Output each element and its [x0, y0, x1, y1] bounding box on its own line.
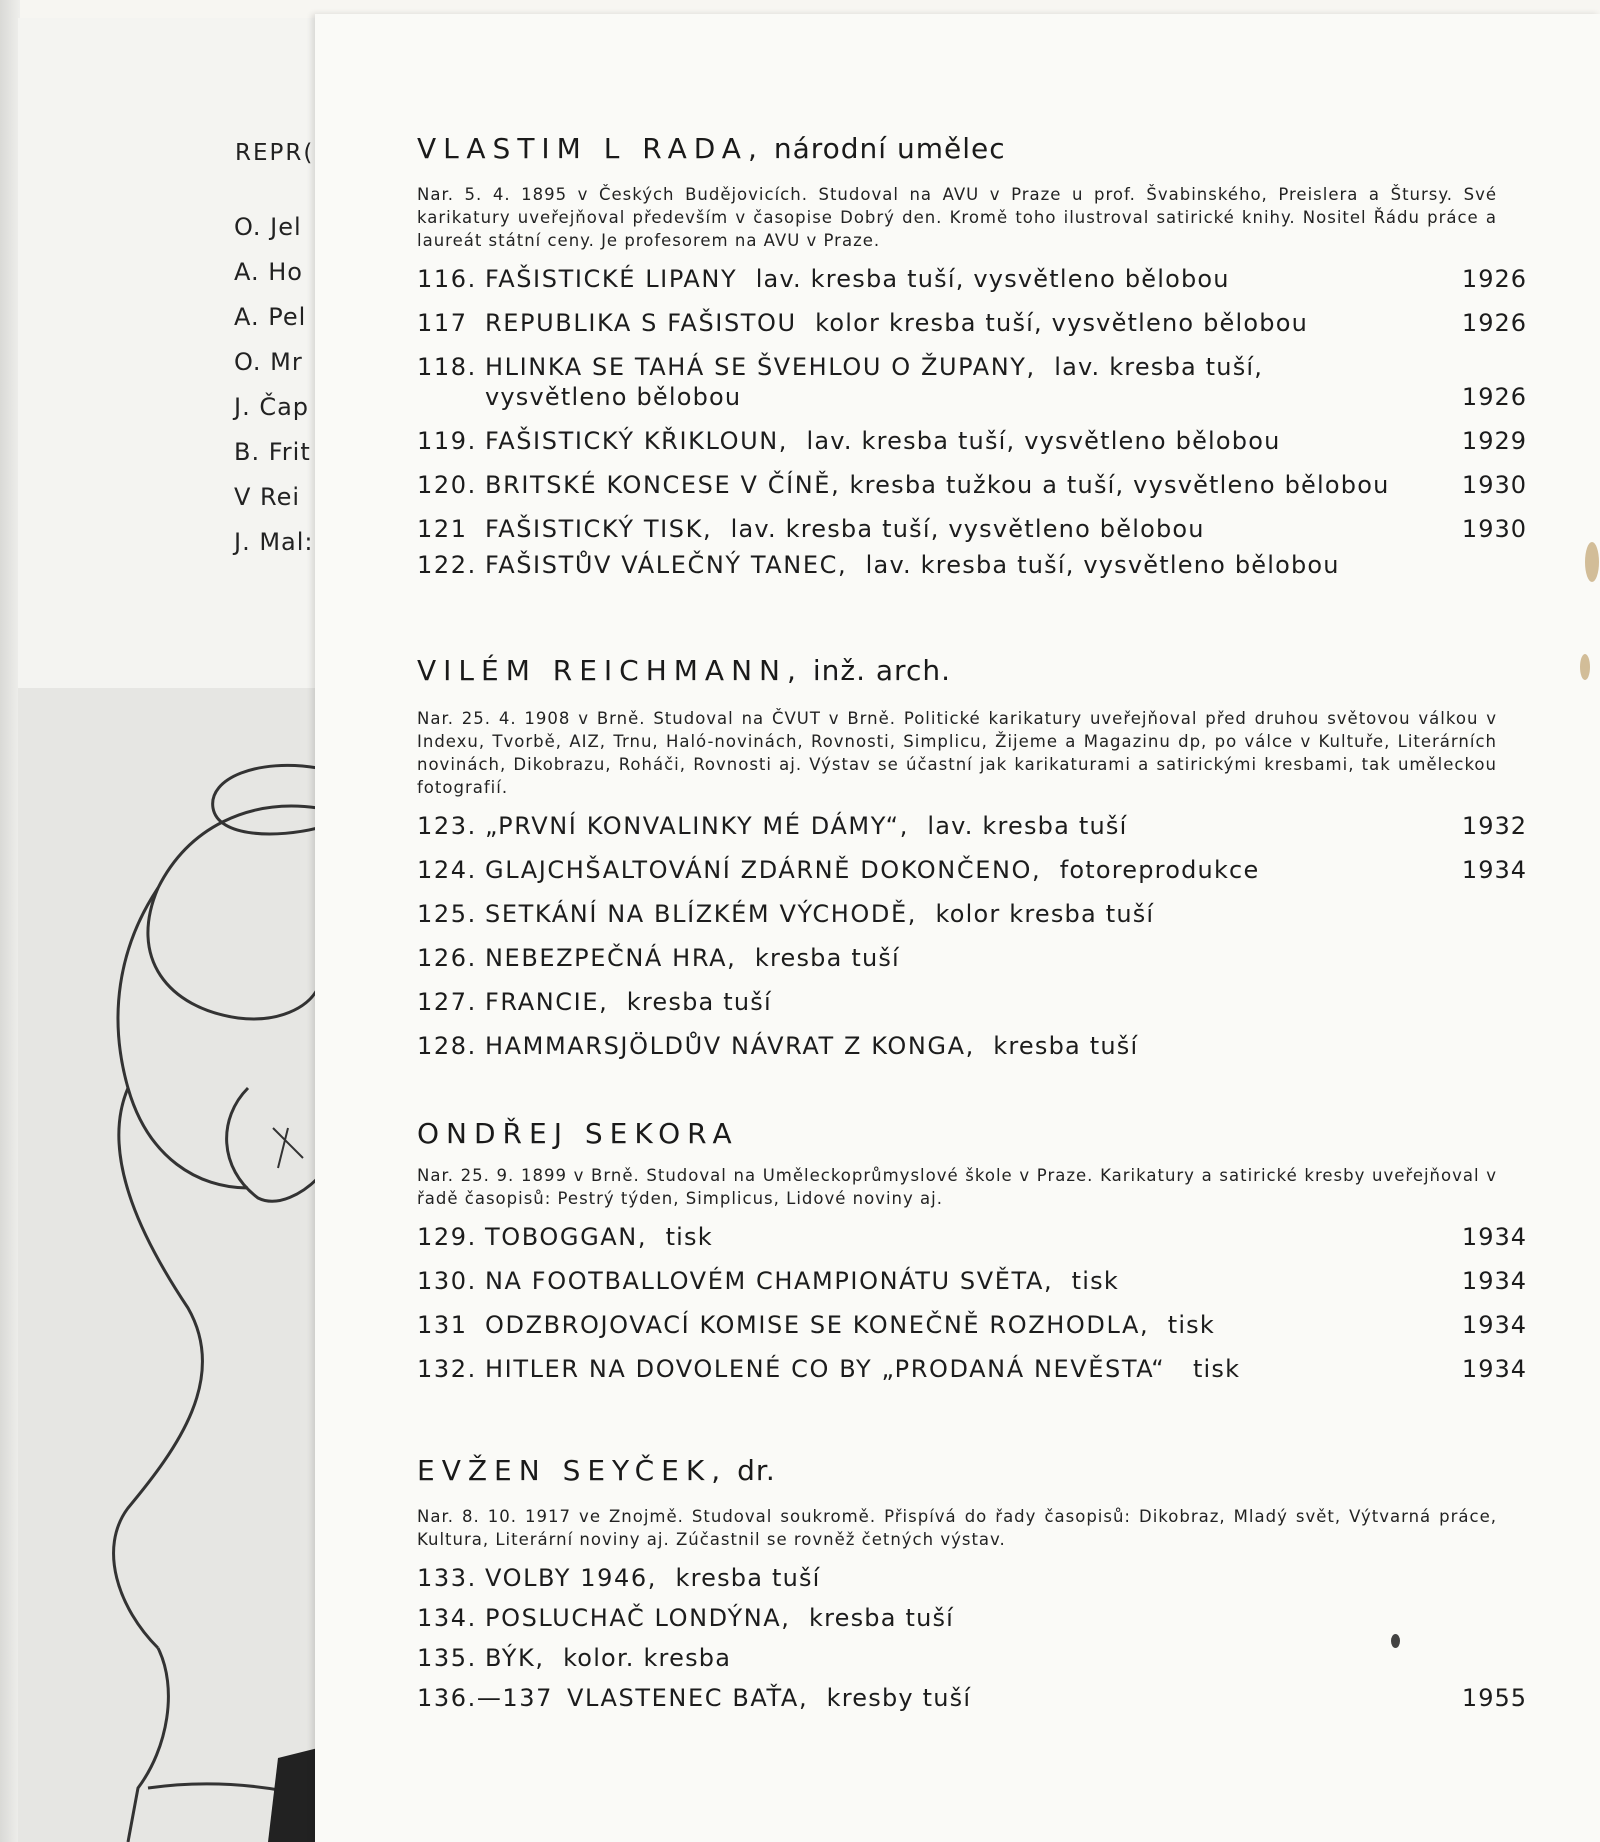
artwork-year: 1926 — [1461, 309, 1527, 337]
catalogue-number: 123. — [417, 812, 477, 840]
artwork-year: 1932 — [1461, 812, 1527, 840]
artist-section-rada — [417, 132, 1600, 580]
artwork-technique: tisk — [1192, 1355, 1241, 1383]
underlying-name: A. Pel — [234, 303, 307, 331]
artwork-technique: tisk — [1071, 1267, 1119, 1295]
artwork-year: 1934 — [1461, 1311, 1527, 1339]
artwork-title: FAŠISTŮV VÁLEČNÝ TANEC, — [485, 551, 848, 579]
catalogue-number: 129. — [417, 1223, 477, 1251]
catalogue-number: 133. — [417, 1564, 477, 1592]
artwork-entry — [417, 352, 1527, 412]
artwork-title: „PRVNÍ KONVALINKY MÉ DÁMY“, — [485, 812, 909, 840]
artwork-title: HLINKA SE TAHÁ SE ŠVEHLOU O ŽUPANY, — [485, 353, 1036, 381]
artwork-list — [417, 264, 1600, 580]
line-drawing-illustration — [18, 688, 318, 1842]
artwork-title: FRANCIE, — [485, 988, 609, 1016]
catalogue-number: 135. — [417, 1644, 477, 1672]
artwork-technique: lav. kresba tuší, vysvětleno bělobou — [865, 551, 1340, 579]
artwork-entry — [417, 308, 1527, 338]
artist-biography: Nar. 5. 4. 1895 v Českých Budějovicích. Studoval na AVU v Praze u prof. Švabinského, Preislera a Štursy. Své karikatury uveřejňoval především v časopise Dobrý den. Kromě toho ilustroval satirické knihy. Nositel Řádu práce a laureát státní ceny. Je profesorem na AVU v Praze. — [417, 185, 1497, 250]
catalogue-number: 119. — [417, 427, 477, 455]
artwork-title: VLASTENEC BAŤA, — [567, 1684, 809, 1712]
catalogue-number: 136.—137 — [417, 1684, 554, 1712]
underlying-name: O. Jel — [234, 213, 302, 241]
artwork-title: TOBOGGAN, — [485, 1223, 648, 1251]
catalogue-number: 117 — [417, 309, 468, 337]
underlying-name: A. Ho — [234, 258, 303, 286]
artist-title: dr. — [737, 1454, 776, 1487]
artwork-entry — [417, 855, 1527, 885]
artwork-title: FAŠISTICKÝ KŘIKLOUN, — [485, 427, 789, 455]
artist-name: EVŽEN SEYČEK, — [417, 1454, 728, 1487]
artist-title: národní umělec — [773, 132, 1006, 165]
artwork-title: REPUBLIKA S FAŠISTOU — [485, 309, 797, 337]
artwork-title: ODZBROJOVACÍ KOMISE SE KONEČNĚ ROZHODLA, — [485, 1311, 1150, 1339]
artwork-technique: fotoreprodukce — [1059, 856, 1260, 884]
artwork-technique: tisk — [665, 1223, 713, 1251]
catalogue-number: 122. — [417, 551, 477, 579]
paper-stain — [1580, 654, 1590, 680]
artwork-year: 1930 — [1461, 471, 1527, 499]
artwork-title: FAŠISTICKÉ LIPANY — [485, 265, 738, 293]
artwork-technique: lav. kresba tuší — [927, 812, 1128, 840]
ink-spot — [1391, 1634, 1400, 1648]
artist-biography: Nar. 8. 10. 1917 ve Znojmě. Studoval soukromě. Přispívá do řady časopisů: Dikobraz, Mladý svět, Výtvarná práce, Kultura, Literární noviny aj. Zúčastnil se rovněž četných výstav. — [417, 1507, 1497, 1549]
artwork-entry — [417, 1266, 1527, 1296]
artwork-technique: kresba tuší — [993, 1032, 1139, 1060]
artist-section-sekora — [417, 1117, 1600, 1384]
catalogue-page — [315, 14, 1600, 1842]
artwork-entry — [417, 1222, 1527, 1252]
artist-heading — [417, 1117, 1600, 1150]
artwork-title: HAMMARSJÖLDŮV NÁVRAT Z KONGA, — [485, 1032, 975, 1060]
artist-biography: Nar. 25. 4. 1908 v Brně. Studoval na ČVUT v Brně. Politické karikatury uveřejňoval před druhou světovou válkou v Indexu, Tvorbě, AIZ, Trnu, Haló-novinách, Rovnosti, Simplicu, Žijeme a Magazinu dp, po válce v Kultuře, Literárních novinách, Dikobrazu, Roháči, Rovnosti aj. Výstav se účastní jak karikaturami a satirickými kresbami, tak uměleckou fotografií. — [417, 709, 1497, 797]
artwork-list — [417, 1563, 1600, 1713]
artwork-entry — [417, 470, 1527, 500]
artwork-year: 1926 — [1461, 383, 1527, 411]
underlying-page-heading: REPR( — [235, 140, 315, 166]
artwork-technique: lav. kresba tuší, — [1054, 353, 1264, 381]
catalogue-number: 121 — [417, 515, 468, 543]
artist-section-seycek — [417, 1454, 1600, 1713]
artwork-year: 1934 — [1461, 856, 1527, 884]
catalogue-number: 118. — [417, 353, 477, 381]
artwork-entry — [417, 899, 1527, 929]
artwork-entry — [417, 1683, 1527, 1713]
artwork-year: 1934 — [1461, 1223, 1527, 1251]
artwork-title: FAŠISTICKÝ TISK, — [485, 515, 713, 543]
artwork-title: BRITSKÉ KONCESE V ČÍNĚ, — [485, 471, 841, 499]
artist-name: VILÉM REICHMANN, — [417, 654, 803, 687]
underlying-name: B. Frit — [234, 438, 311, 466]
catalogue-number: 127. — [417, 988, 477, 1016]
underlying-name: J. Mal: — [234, 528, 314, 556]
artwork-technique: kolor kresba tuší — [935, 900, 1155, 928]
artist-title: inž. arch. — [812, 654, 951, 687]
catalogue-number: 131 — [417, 1311, 468, 1339]
artwork-entry — [417, 426, 1527, 456]
artist-section-reichmann — [417, 654, 1600, 1061]
artwork-title: POSLUCHAČ LONDÝNA, — [485, 1604, 791, 1632]
artwork-technique: kresba tuší — [754, 944, 900, 972]
artwork-title: NEBEZPEČNÁ HRA, — [485, 944, 737, 972]
catalogue-number: 132. — [417, 1355, 477, 1383]
artwork-title: NA FOOTBALLOVÉM CHAMPIONÁTU SVĚTA, — [485, 1267, 1054, 1295]
artwork-technique: kresba tuší — [626, 988, 772, 1016]
artist-heading — [417, 1454, 1600, 1487]
artwork-technique: kresba tužkou a tuší, vysvětleno bělobou — [849, 471, 1390, 499]
artwork-technique: kolor kresba tuší, vysvětleno bělobou — [815, 309, 1309, 337]
catalogue-number: 134. — [417, 1604, 477, 1632]
artwork-list — [417, 1222, 1600, 1384]
artwork-technique: kresba tuší — [808, 1604, 955, 1632]
catalogue-number: 126. — [417, 944, 477, 972]
artwork-technique: tisk — [1167, 1311, 1215, 1339]
underlying-name: V Rei — [234, 483, 301, 511]
artist-heading — [417, 654, 1600, 687]
artist-name: VLASTIM L RADA, — [417, 132, 764, 165]
artwork-technique-continued: vysvětleno bělobou — [485, 383, 742, 411]
artist-name: ONDŘEJ SEKORA — [417, 1117, 739, 1150]
artwork-technique: kresba tuší — [675, 1564, 821, 1592]
artwork-year: 1934 — [1461, 1355, 1527, 1383]
artwork-entry — [417, 1310, 1527, 1340]
catalogue-number: 124. — [417, 856, 477, 884]
paper-stain — [1585, 542, 1599, 582]
artist-heading — [417, 132, 1600, 165]
artwork-list — [417, 811, 1600, 1061]
artwork-entry — [417, 1603, 1527, 1633]
catalogue-number: 120. — [417, 471, 477, 499]
catalogue-number: 128. — [417, 1032, 477, 1060]
artwork-technique: kresby tuší — [826, 1684, 972, 1712]
artwork-technique: lav. kresba tuší, vysvětleno bělobou — [755, 265, 1230, 293]
artwork-year: 1930 — [1461, 515, 1527, 543]
artwork-year: 1929 — [1461, 427, 1527, 455]
artwork-entry — [417, 514, 1527, 544]
figure-drawing — [18, 688, 318, 1842]
artwork-technique: lav. kresba tuší, vysvětleno bělobou — [806, 427, 1281, 455]
catalogue-number: 125. — [417, 900, 477, 928]
artwork-title: VOLBY 1946, — [485, 1564, 658, 1592]
artwork-entry — [417, 1354, 1527, 1384]
artwork-title: BÝK, — [485, 1644, 545, 1672]
artwork-entry — [417, 943, 1527, 973]
catalogue-number: 130. — [417, 1267, 477, 1295]
artwork-entry — [417, 550, 1527, 580]
underlying-name: O. Mr — [234, 348, 303, 376]
artwork-year: 1926 — [1461, 265, 1527, 293]
left-page-edge — [0, 0, 20, 1842]
artwork-entry — [417, 1031, 1527, 1061]
artwork-year: 1934 — [1461, 1267, 1527, 1295]
artwork-technique: kolor. kresba — [563, 1644, 732, 1672]
artwork-title: GLAJCHŠALTOVÁNÍ ZDÁRNĚ DOKONČENO, — [485, 856, 1042, 884]
artwork-technique: lav. kresba tuší, vysvětleno bělobou — [730, 515, 1205, 543]
artwork-year: 1955 — [1461, 1684, 1527, 1712]
artist-biography: Nar. 25. 9. 1899 v Brně. Studoval na Uměleckoprůmyslové škole v Praze. Karikatury a satirické kresby uveřejňoval v řadě časopisů: Pestrý týden, Simplicus, Lidové noviny aj. — [417, 1166, 1497, 1208]
artwork-entry — [417, 1643, 1527, 1673]
catalogue-number: 116. — [417, 265, 477, 293]
artwork-entry — [417, 811, 1527, 841]
artwork-title: SETKÁNÍ NA BLÍZKÉM VÝCHODĚ, — [485, 900, 917, 928]
underlying-name: J. Čap — [234, 393, 310, 421]
artwork-entry — [417, 1563, 1527, 1593]
artwork-entry — [417, 987, 1527, 1017]
artwork-entry — [417, 264, 1527, 294]
artwork-title: HITLER NA DOVOLENÉ CO BY „PRODANÁ NEVĚSTA“ — [485, 1355, 1166, 1383]
